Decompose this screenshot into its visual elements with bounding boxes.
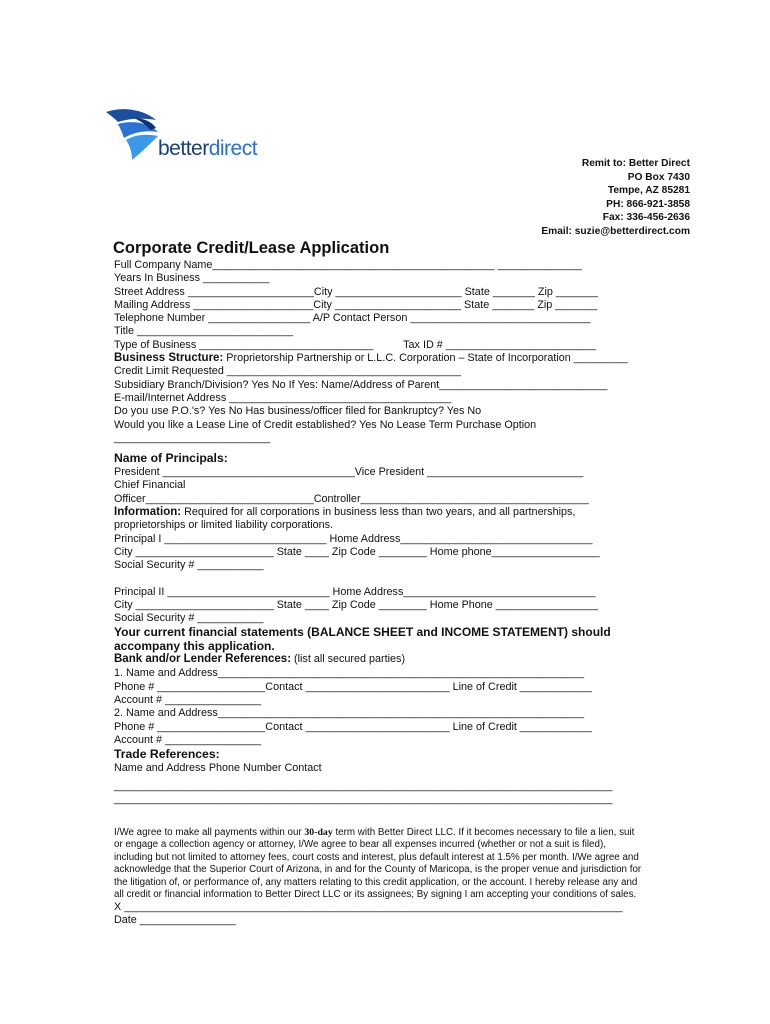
telephone-number-field[interactable]: Telephone Number _________________ A/P Contact Person ______________________________	[114, 312, 591, 325]
remit-line: PH: 866-921-3858	[606, 198, 690, 210]
remit-line: Email: suzie@betterdirect.com	[541, 225, 690, 237]
agreement-term-days: 30-day	[304, 827, 333, 838]
lease-line-field[interactable]: Would you like a Lease Line of Credit established? Yes No Lease Term Purchase Option	[114, 418, 537, 431]
financial-statements-note-continued: accompany this application.	[114, 639, 275, 654]
remit-address-block	[541, 157, 690, 238]
principal-2-ssn-field[interactable]: Social Security # ___________	[114, 612, 264, 625]
logo-text-better: better	[158, 137, 209, 160]
trade-references-columns: Name and Address Phone Number Contact	[114, 762, 322, 775]
street-address-field[interactable]: Street Address _____________________City _____________________ State _______ Zip _______	[114, 285, 598, 298]
principals-heading: Name of Principals:	[114, 451, 228, 466]
bank-1-account-field[interactable]: Account # ________________	[114, 694, 262, 707]
bank-1-name-field[interactable]: 1. Name and Address_____________________________________________________________	[114, 667, 585, 680]
information-note-continued: proprietorships or limited liability corporations.	[114, 519, 334, 532]
logo-text-direct: direct	[208, 137, 258, 160]
bank-references-label: Bank and/or Lender References:	[114, 653, 292, 666]
bank-2-phone-field[interactable]: Phone # __________________Contact ________________________ Line of Credit ____________	[114, 720, 592, 733]
agreement-line: acknowledge that the Superior Court of Arizona, in and for the County of Maricopa, is the proper venue and jurisdiction for	[114, 864, 642, 876]
agreement-line1-pre: I/We agree to make all payments within our	[114, 827, 305, 838]
page-title: Corporate Credit/Lease Application	[113, 239, 390, 257]
officer-controller-field[interactable]: Officer____________________________Controller______________________________________	[114, 492, 589, 505]
principal-1-city-field[interactable]: City _______________________ State ____ Zip Code ________ Home phone__________________	[114, 545, 600, 558]
business-structure-label: Business Structure:	[114, 352, 224, 365]
remit-line: Tempe, AZ 85281	[607, 185, 690, 196]
date-field[interactable]: Date ________________	[114, 913, 236, 926]
bank-2-account-field[interactable]: Account # ________________	[114, 733, 262, 746]
bank-1-phone-field[interactable]: Phone # __________________Contact ________________________ Line of Credit ____________	[114, 680, 592, 693]
principal-1-ssn-field[interactable]: Social Security # ___________	[114, 559, 264, 572]
agreement-line: or engage a collection agency or attorney, I/We agree to bear all expenses incurred (whether or not a suit is filed),	[114, 839, 606, 851]
business-structure-options: Proprietorship Partnership or L.L.C. Corporation – State of Incorporation _________	[223, 352, 628, 365]
type-of-business-field[interactable]: Type of Business _____________________________ Tax ID # _________________________	[114, 338, 596, 351]
mailing-address-field[interactable]: Mailing Address ____________________City _____________________ State _______ Zip _______	[114, 298, 598, 311]
agreement-line1-post: term with Better Direct LLC. If it becomes necessary to file a lien, suit	[332, 827, 635, 838]
agreement-line: all credit or financial information to Better Direct LLC or its assignees; By signing I am accepting your conditions of sales.	[114, 889, 637, 901]
principal-2-field[interactable]: Principal II ___________________________ Home Address________________________________	[114, 585, 596, 598]
bank-2-name-field[interactable]: 2. Name and Address_____________________________________________________________	[114, 707, 585, 720]
business-structure-field[interactable]	[114, 352, 628, 365]
financial-statements-note: Your current financial statements (BALANCE SHEET and INCOME STATEMENT) should	[114, 625, 611, 640]
principal-1-field[interactable]: Principal I ___________________________ Home Address________________________________	[114, 532, 593, 545]
subsidiary-field[interactable]: Subsidiary Branch/Division? Yes No If Yes: Name/Address of Parent____________________________	[114, 378, 608, 391]
chief-financial-label: Chief Financial	[114, 479, 186, 492]
trade-reference-line[interactable]: ___________________________________________________________________________________	[114, 792, 613, 805]
application-form	[114, 259, 628, 806]
agreement-text	[114, 827, 659, 926]
agreement-line: the litigation of, or performance of, any matters relating to this credit application, or the account. I hereby release any and	[114, 876, 638, 888]
principal-2-city-field[interactable]: City _______________________ State ____ Zip Code ________ Home Phone _________________	[114, 598, 598, 611]
better-direct-logo-text	[158, 137, 257, 161]
information-text: Required for all corporations in business less than two years, and all partnerships,	[181, 506, 576, 519]
years-in-business-field[interactable]: Years In Business ___________	[114, 272, 270, 285]
po-bankruptcy-field[interactable]: Do you use P.O.'s? Yes No Has business/officer filed for Bankruptcy? Yes No	[114, 405, 482, 418]
full-company-name-field[interactable]: Full Company Name_______________________________________________ ______________	[114, 259, 582, 271]
signature-field[interactable]: X ___________________________________________________________________________________	[114, 901, 623, 914]
agreement-line: including but not limited to attorney fees, court costs and interest, plus default interest at 1.5% per month. I/We agree and	[114, 851, 639, 863]
agreement-line	[114, 827, 659, 839]
remit-line: Remit to: Better Direct	[581, 158, 690, 169]
credit-limit-field[interactable]: Credit Limit Requested _______________________________________	[114, 365, 462, 378]
title-field[interactable]: Title __________________________	[114, 325, 294, 338]
bank-references-subtitle: (list all secured parties)	[291, 653, 406, 666]
bank-references-heading	[114, 653, 628, 667]
information-note	[114, 506, 628, 519]
president-field[interactable]: President ________________________________Vice President __________________________	[114, 466, 584, 479]
trade-reference-line[interactable]: ___________________________________________________________________________________	[114, 779, 613, 792]
trade-references-heading: Trade References:	[114, 747, 220, 762]
remit-line: Fax: 336-456-2636	[602, 212, 690, 223]
information-label: Information:	[114, 506, 182, 519]
lease-term-blank[interactable]: __________________________	[114, 431, 271, 444]
remit-line: PO Box 7430	[627, 171, 690, 183]
email-field[interactable]: E-mail/Internet Address _____________________________________	[114, 391, 452, 404]
